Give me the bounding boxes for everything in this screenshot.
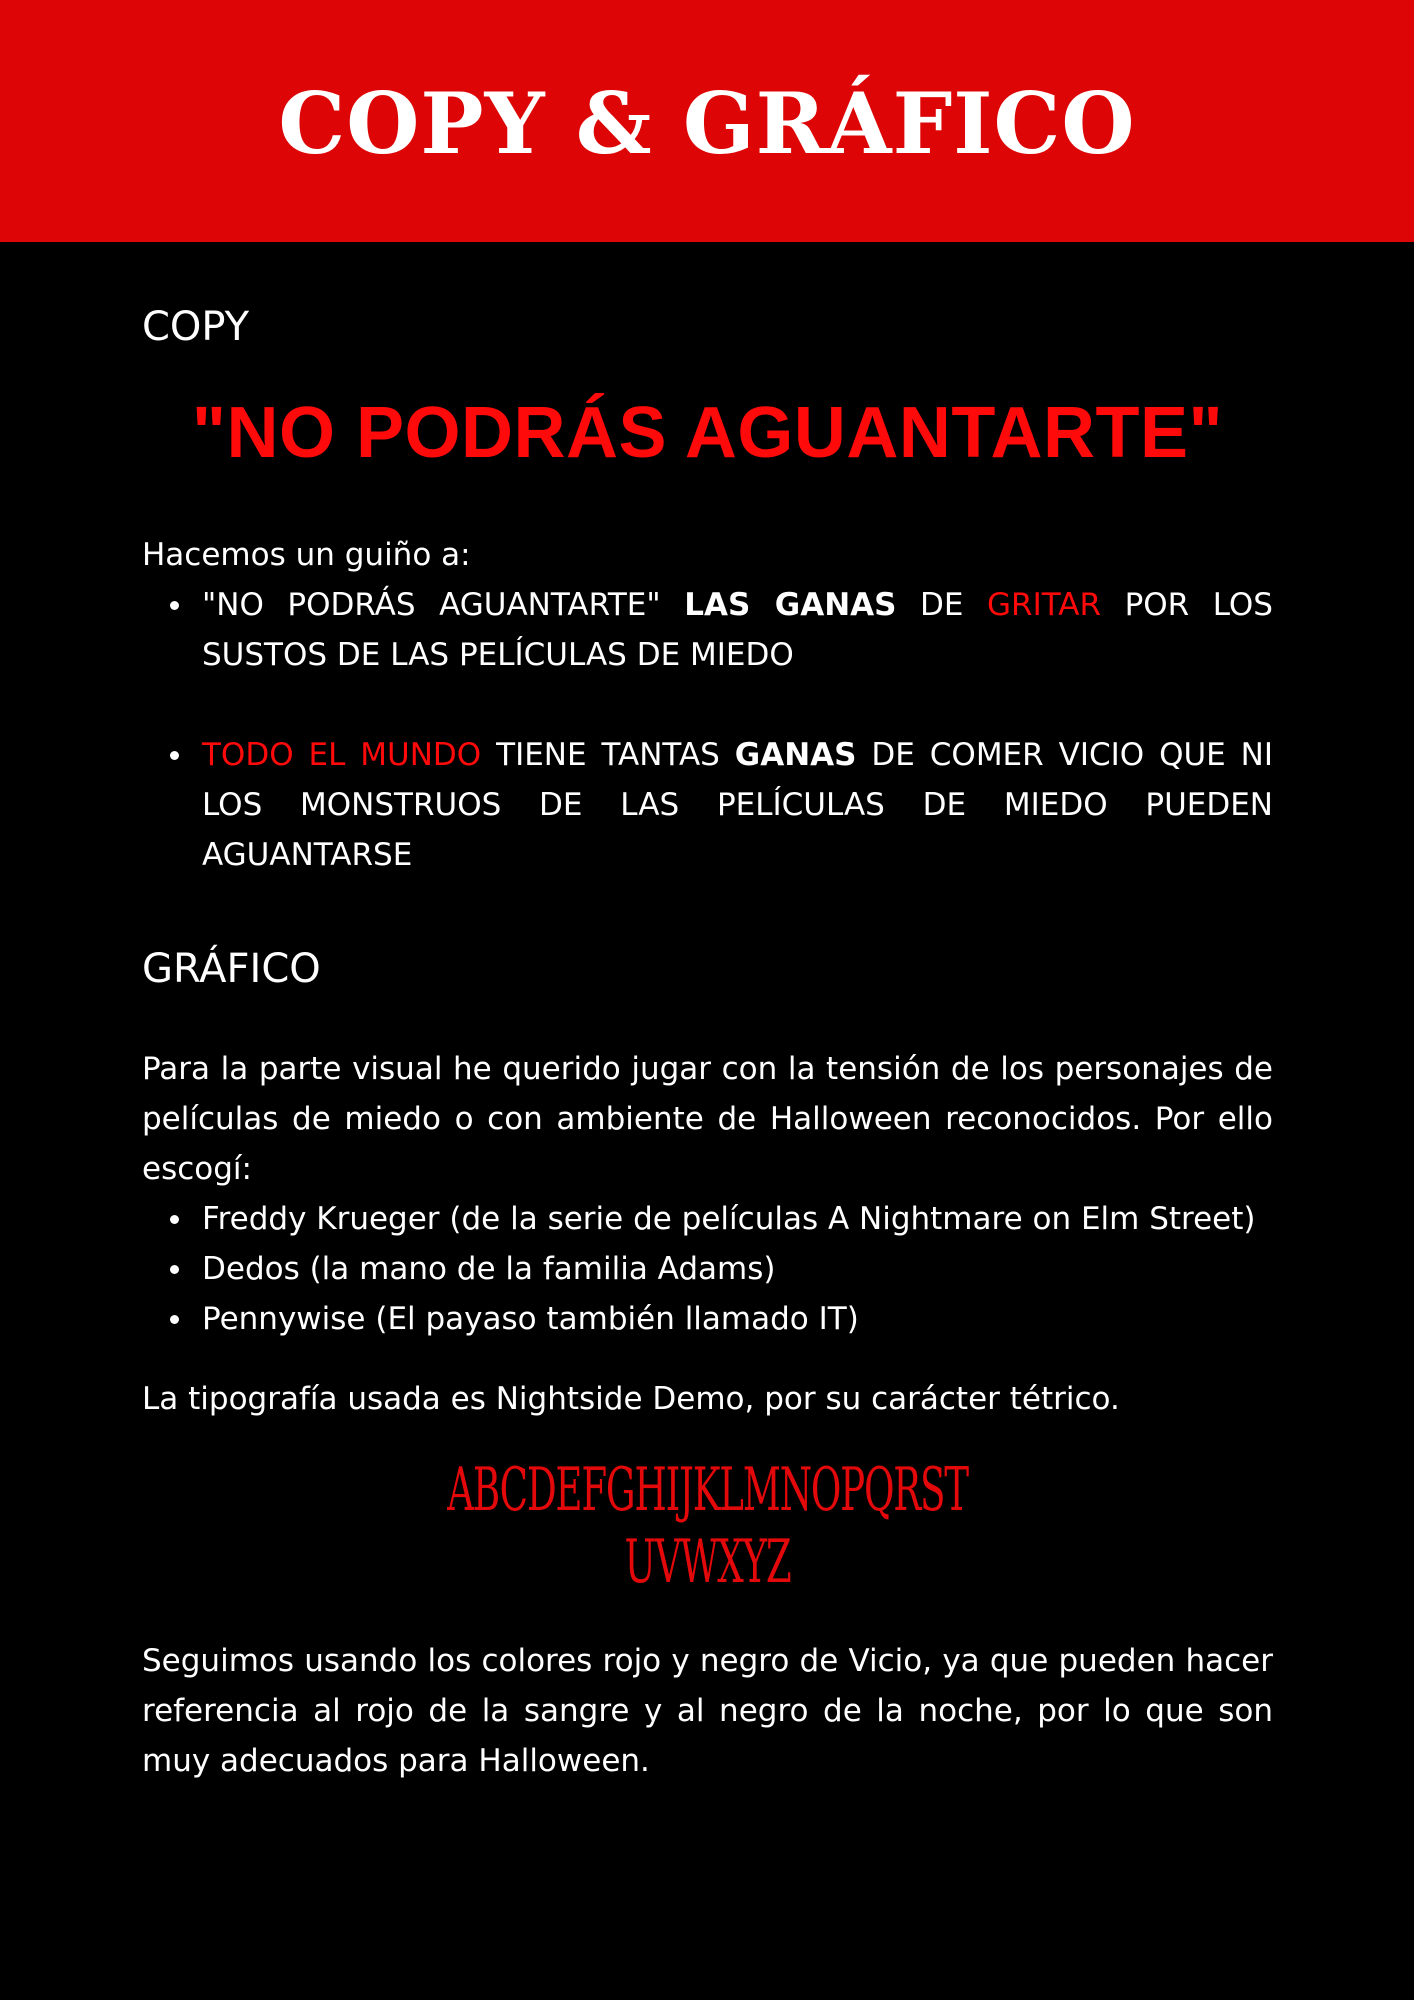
page-title: COPY & GRÁFICO [278,73,1136,173]
character-item: Freddy Krueger (de la serie de películas A Nightmare on Elm Street) [142,1194,1273,1244]
bullet-text: DE [896,587,988,623]
bullet-text: TIENE TANTAS [481,737,735,773]
copy-bullet-1 [142,580,1273,680]
grafico-intro: Para la parte visual he querido jugar con la tensión de los personajes de películas de miedo o con ambiente de Halloween reconocidos. Por ello escogí: [142,1051,1273,1187]
grafico-outro: Seguimos usando los colores rojo y negro de Vicio, ya que pueden hacer referencia al rojo de la sangre y al negro de la noche, por lo que son muy adecuados para Halloween. [142,1643,1273,1779]
bullet-text: POR LOS SUSTOS DE LAS PELÍCULAS DE MIEDO [202,587,1273,673]
font-sample-line-2: UVWXYZ [624,1527,791,1597]
copy-bullet-list [142,580,1273,880]
copy-section-title: COPY [142,304,250,350]
bullet-text-red: TODO EL MUNDO [202,737,482,773]
font-sample [357,1454,1058,1598]
character-list [142,1194,1273,1344]
bullet-text: "NO PODRÁS AGUANTARTE" [202,587,685,623]
content [142,242,1273,1786]
grafico-section-title: GRÁFICO [142,946,321,992]
copy-bullet-2 [142,730,1273,880]
character-item: Pennywise (El payaso también llamado IT) [142,1294,1273,1344]
typography-note: La tipografía usada es Nightside Demo, por su carácter tétrico. [142,1381,1120,1417]
bullet-text-bold: GANAS [734,737,857,773]
character-item: Dedos (la mano de la familia Adams) [142,1244,1273,1294]
bullet-text-bold: LAS GANAS [684,587,897,623]
bullet-text: DE COMER VICIO QUE NI LOS MONSTRUOS DE LAS PELÍCULAS DE MIEDO PUEDEN AGUANTARSE [202,737,1273,873]
copy-headline: "NO PODRÁS AGUANTARTE" [191,393,1224,473]
bullet-text-red: GRITAR [987,587,1102,623]
header-banner [0,0,1414,242]
font-sample-line-1: ABCDEFGHIJKLMNOPQRST [447,1455,968,1525]
copy-intro: Hacemos un guiño a: [142,537,471,573]
